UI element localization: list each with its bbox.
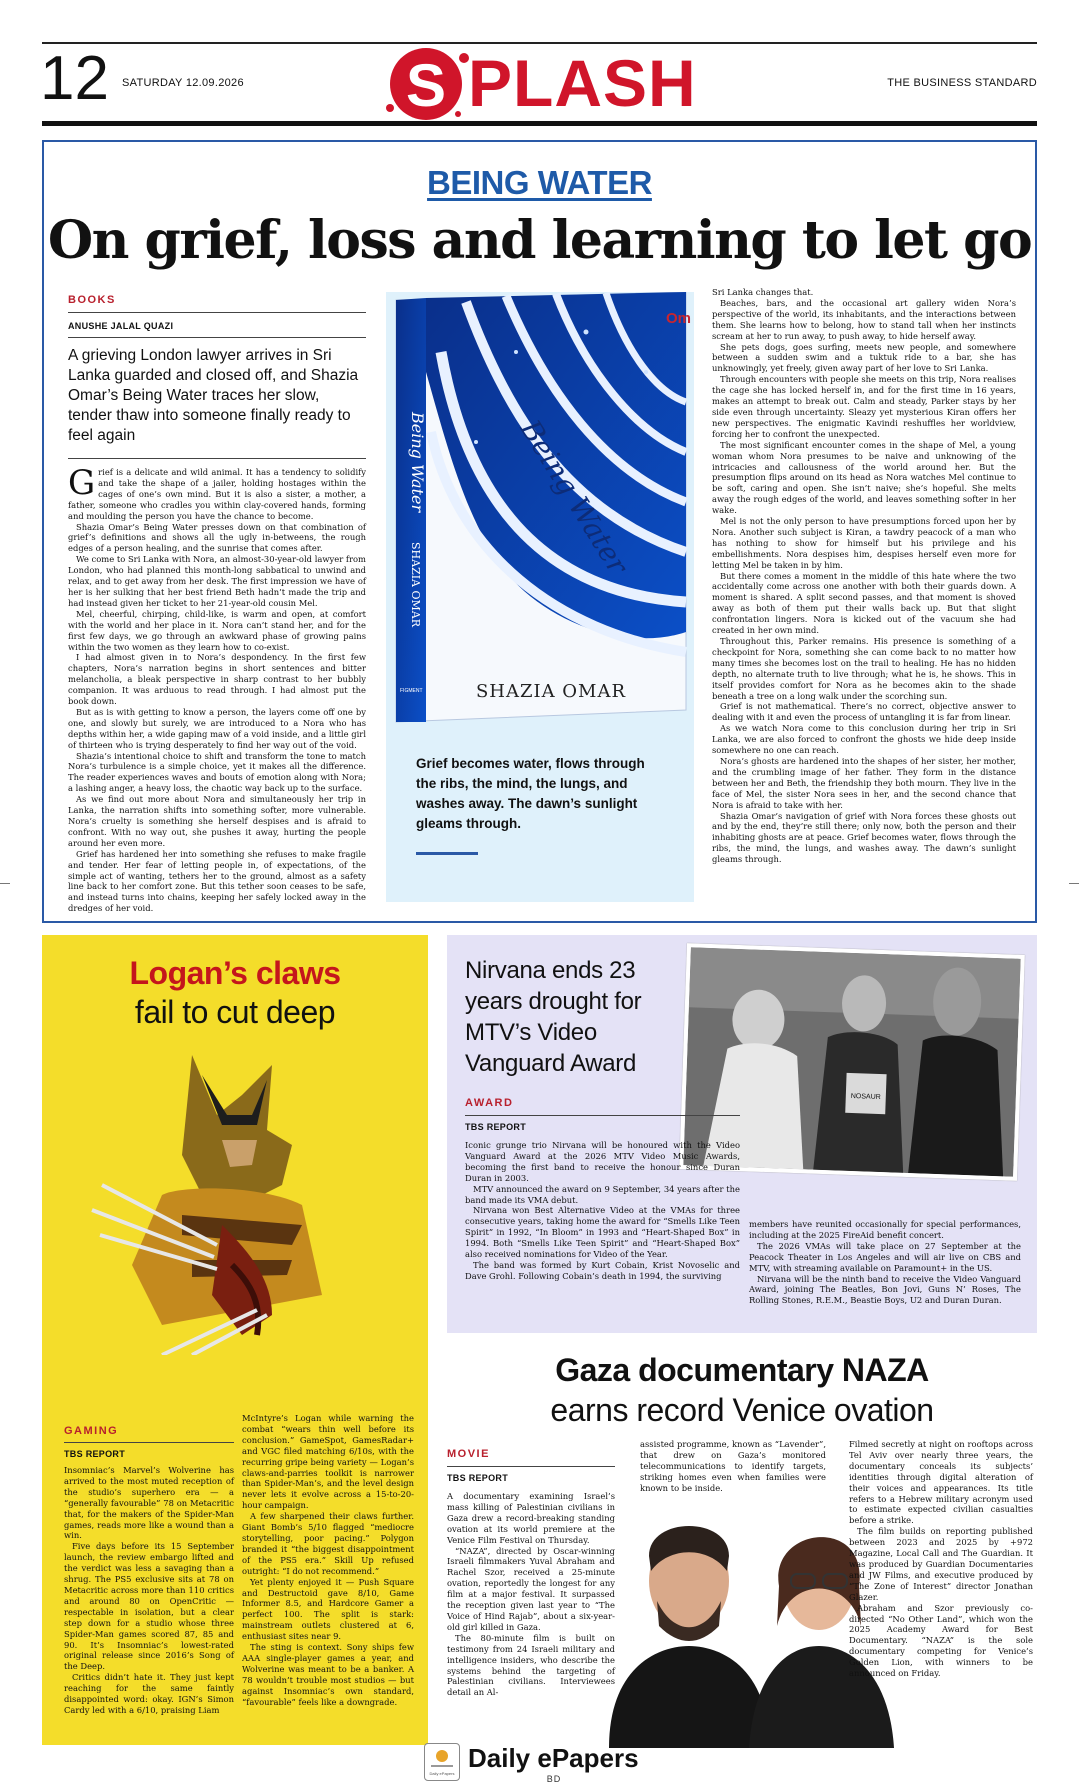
logan-right-column bbox=[242, 1413, 414, 1707]
body-paragraph: assisted programme, known as “Lavender”, that drew on Gaza’s monitored telecommunications to identify targets, striking homes even when families were known to be inside. bbox=[640, 1439, 826, 1493]
body-paragraph: Shazia Omar’s Being Water presses down on that combination of grief’s definitions and shows all the ugly in-betweens, the rough edges of a person healing, and the sunrise that comes after. bbox=[68, 521, 366, 554]
being-water-article bbox=[42, 140, 1037, 923]
body-paragraph: “NAZA”, directed by Oscar-winning Israeli filmmakers Yuval Abraham and Rachel Szor, received a 25-minute ovation, reportedly the longest for any film at a major festival. It surpassed the reception given last year to “The Voice of Hind Rajab”, about a six-year-old girl killed in Gaza. bbox=[447, 1545, 615, 1632]
body-paragraph: As we find out more about Nora and simultaneously her trip in Lanka, the narration shifts into something softer, more vulnerable. Nora’s cruelty is something she herself despises and is afraid to confront. With no way out, she pushes it away, hurting the people around her even more. bbox=[68, 794, 366, 848]
nirvana-article bbox=[447, 935, 1037, 1333]
section-label: GAMING bbox=[64, 1425, 119, 1437]
article-body bbox=[64, 1465, 234, 1716]
badge-text: Daily ePapers bbox=[429, 1771, 455, 1776]
body-paragraph: Nirvana will be the ninth band to receive the Video Vanguard Award, joining The Beatles, Bon Jovi, Guns N’ Roses, The Rolling Stones, R.E.M., Beastie Boys, U2 and Duran Duran. bbox=[749, 1273, 1021, 1306]
book-cover-panel bbox=[386, 292, 694, 902]
body-paragraph: Throughout this, Parker remains. His presence is something of a checkpoint for Nora, something she can come back to no matter how many times she becomes lost on the trail to healing. He has no hidden depth, no alternate truth to live through; what he is, he shows. This in itself provides comfort for Nora as he becomes akin to the shade beneath a tree on a long walk under the scorching sun. bbox=[712, 636, 1016, 701]
being-water-left-column bbox=[68, 294, 366, 914]
body-paragraph: members have reunited occasionally for special performances, including at the 2025 FireAid benefit concert. bbox=[749, 1219, 1021, 1240]
fold-mark-right bbox=[1069, 883, 1079, 884]
section-label: MOVIE bbox=[447, 1448, 490, 1460]
body-paragraph: A documentary examining Israel’s mass killing of Palestinian civilians in Gaza drew a record-breaking standing ovation at its world premiere at the Venice Film Festival on Thursday. bbox=[447, 1491, 615, 1545]
cover-publisher: FIGMENT bbox=[400, 688, 423, 694]
logan-left-column bbox=[64, 1425, 234, 1716]
body-paragraph: I had almost given in to Nora’s despondency. In the first few chapters, Nora’s narration begins in short sentences and bitter melancholia, a bleak perspective in sharp contrast to her bubbly companion. It was arduous to read through. I had almost put the book down. bbox=[68, 652, 366, 707]
body-paragraph: Insomniac’s Marvel’s Wolverine has arrived to the most muted reception of the studio’s superhero era — a “generally favourable” 78 on Metacritic that, for the makers of the Spider-Man games, reads more like a wound than a win. bbox=[64, 1465, 234, 1541]
issue-date: SATURDAY 12.09.2026 bbox=[122, 77, 244, 89]
masthead-bottom-rule bbox=[42, 121, 1037, 126]
divider bbox=[68, 337, 366, 338]
pull-quote-rule bbox=[416, 852, 478, 855]
epapers-country: BD bbox=[546, 1774, 562, 1784]
body-paragraph: Filmed secretly at night on rooftops across Tel Aviv over nearly three years, the documentary conceals its subjects’ identities through digital alteration of their voices and appearances. Its title refers to a Hebrew military acronym used to estimate expected civilian casualties before a strike. bbox=[849, 1439, 1033, 1526]
article-body bbox=[465, 1140, 740, 1282]
body-paragraph: The 2026 VMAs will take place on 27 September at the Peacock Theater in Los Angeles and will air live on CBS and MTV, with streaming available on Paramount+ in the US. bbox=[749, 1240, 1021, 1273]
body-paragraph: The 80-minute film is built on testimony from 24 Israeli military and intelligence insiders, who describe the systems behind the targeting of Palestinian civilians. Interviewees detail an Al- bbox=[447, 1632, 615, 1698]
body-paragraph: Yet plenty enjoyed it — Push Square and Destructoid gave 8/10, Game Informer 8.5, and Hardcore Gamer a perfect 100. The split is stark: mainstream outlets clustered at 6, enthusiast sites near 9. bbox=[242, 1576, 414, 1642]
body-paragraph: MTV announced the award on 9 September, 34 years after the band made its VMA debut. bbox=[465, 1183, 740, 1205]
body-paragraph: Grief is not mathematical. There’s no correct, objective answer to dealing with it and even the process of untangling it is far from linear. bbox=[712, 701, 1016, 723]
nirvana-left-column bbox=[465, 1097, 740, 1282]
body-paragraph: Grief has hardened her into something she refuses to make fragile and tender. Her fear of letting people in, of expectations, of the simple act of wanting, tethers her to the ground, almost as a safety line back to her comfort zone. But this tether soon ceases to be safe, and instead turns into chains, keeping her safely locked away in the dredges of her void. bbox=[68, 848, 366, 914]
wolverine-illustration bbox=[42, 1035, 428, 1355]
article-headline: On grief, loss and learning to let go bbox=[47, 210, 1032, 271]
divider bbox=[465, 1115, 740, 1116]
divider bbox=[64, 1442, 234, 1443]
body-paragraph: Beaches, bars, and the occasional art gallery widen Nora’s perspective of the world, its inhabitants, and the interactions between them. She learns how to belong, how to stand tall when her instincts scream at her to run away, to push away, to hide herself away. bbox=[712, 297, 1016, 341]
book-cover-image bbox=[386, 292, 694, 727]
article-headline: Gaza documentary NAZA bbox=[555, 1352, 929, 1388]
body-paragraph: The film builds on reporting published between 2023 and 2025 by +972 Magazine, Local Call and The Guardian. It was produced by Guardian Documentaries and JW Films, and executive produced by “The Zone of Interest” director Jonathan Glazer. bbox=[849, 1526, 1033, 1602]
body-paragraph: Through encounters with people she meets on this trip, Nora realises the cage she has locked herself in, and for the first time in 16 years, makes an attempt to break out. Calm and steady, Parker stays by her side even through uncertainty. Sleazy yet mysterious Kiran offers her new perspectives. The enigmatic Kavindi reshuffles her worldview, forcing her to confront the unexpected. bbox=[712, 374, 1016, 439]
cover-spine-title: Being Water bbox=[408, 412, 427, 513]
daily-epapers-logo[interactable] bbox=[424, 1741, 684, 1783]
body-paragraph: McIntyre’s Logan while warning the combat “wears thin well before its conclusion.” GameSpot, GamesRadar+ and VGC filed matching 6/10s, with the recurring gripe being variety — Logan’s claws-and-parries toolkit is narrower than Spider-Man’s, and the level design never lets it evolve across a 15-to-20-hour campaign. bbox=[242, 1413, 414, 1511]
page-number: 12 bbox=[40, 44, 109, 113]
logo-letter: S bbox=[405, 52, 447, 119]
body-paragraph: Five days before its 15 September launch, the review embargo lifted and the verdict was less a savaging than a shrug. The PS5 exclusive sits at 78 on Metacritic across more than 110 critics and around 80 on OpenCritic — respectable in isolation, but a clear step down for a studio whose three Spider-Man games scored 87, 85 and 90. It’s Insomniac’s lowest-rated original release since 2016’s Song of the Deep. bbox=[64, 1541, 234, 1672]
publication-name: THE BUSINESS STANDARD bbox=[887, 77, 1037, 89]
body-paragraph: Sri Lanka changes that. bbox=[712, 287, 814, 297]
splash-s-badge-icon bbox=[382, 44, 482, 124]
body-paragraph: Shazia’s intentional choice to shift and transform the tone to match Nora’s turbulence is a simple choice, yet it makes all the difference. The reader experiences waves and bouts of emotion along with Nora; a lashing anger, a heavy loss, the chaotic way back up to the surface. bbox=[68, 750, 366, 794]
byline: TBS REPORT bbox=[64, 1449, 126, 1459]
article-headline: Nirvana ends 23 years drought for MTV’s Video Vanguard Award bbox=[465, 957, 642, 1077]
being-water-right-column bbox=[712, 287, 1016, 865]
body-paragraph: Mel is not the only person to have presumptions forced upon her by Nora. Another such subject is Kiran, a tawdry peacock of a man who has nothing to show for himself but his privilege and his embellishments. Nora despises him, despises herself even more for letting Mel be taken in by him. bbox=[712, 516, 1016, 570]
article-body bbox=[68, 463, 366, 914]
article-subheadline: fail to cut deep bbox=[134, 994, 336, 1030]
byline: TBS REPORT bbox=[447, 1473, 509, 1483]
body-paragraph: She pets dogs, goes surfing, meets new people, and somewhere between a sudden swim and a tuktuk ride to a bar, she has unknowingly, yet freely, given away part of her love to Sri Lanka. bbox=[712, 341, 1016, 374]
cover-spine-author: SHAZIA OMAR bbox=[409, 542, 422, 628]
gaza-article bbox=[447, 1348, 1037, 1748]
nirvana-right-column bbox=[749, 1219, 1021, 1306]
article-deck: A grieving London lawyer arrives in Sri Lanka guarded and closed off, and Shazia Omar’s Being Water traces her slow, tender thaw into someone finally ready to feel again bbox=[68, 347, 359, 444]
body-paragraph: Critics didn’t hate it. They just kept reaching for the same faintly disappointed word: okay. IGN’s Simon Cardy led with a 6/10, praising Liam bbox=[64, 1672, 234, 1715]
pull-quote: Grief becomes water, flows through the ribs, the mind, the lungs, and washes away. The dawn’s sunlight gleams through. bbox=[416, 756, 645, 831]
divider bbox=[447, 1466, 615, 1467]
drop-cap: G bbox=[68, 463, 96, 503]
body-paragraph: But there comes a moment in the middle of this hate where the two accidentally come across one another with both their guards down. A moment is shared. A split second passes, and that moment is shoved away as both of them put their walls back up. But that slight confrontation lingers. Nora is kicked out of the vacuum she had created in her own mind. bbox=[712, 570, 1016, 636]
byline: ANUSHE JALAL QUAZI bbox=[68, 321, 174, 331]
gaza-column-3 bbox=[849, 1439, 1033, 1679]
body-paragraph: The sting is context. Sony ships few AAA single-player games a year, and Wolverine was meant to be a banker. A 78 wouldn’t trouble most studios — but against Insomniac’s own standard, “favourable” feels like a downgrade. bbox=[242, 1642, 414, 1707]
gaza-column-1 bbox=[447, 1448, 615, 1698]
section-label: AWARD bbox=[465, 1097, 514, 1109]
cover-title: Being Water bbox=[513, 413, 635, 581]
body-paragraph: Nora’s ghosts are hardened into the shapes of her sister, her mother, and the crumbling image of her father. They form in the distance between her and Beth, the friendship they both mourn. They live in the face of Mel, the sister Nora sees in her, and the second chance that Nora is afraid to take with her. bbox=[712, 755, 1016, 810]
logan-article bbox=[42, 935, 428, 1745]
article-kicker: BEING WATER bbox=[427, 164, 652, 201]
splash-logo bbox=[382, 44, 702, 118]
body-paragraph: A few sharpened their claws further. Giant Bomb’s 5/10 flagged “mediocre storytelling, poor pacing.” Polygon branded it “the biggest disappointment of the PS5 era.” Skill Up refused outright: “I do not recommend.” bbox=[242, 1511, 414, 1576]
body-paragraph: Mel, cheerful, chirping, child-like, is warm and open, at comfort with the world and her place in it. Nora can’t stand her, and for the first few days, we go through an awkward phase of growing pains within the two women as they learn how to co-exist. bbox=[68, 608, 366, 652]
article-subheadline: earns record Venice ovation bbox=[550, 1392, 934, 1428]
article-headline: Logan’s claws bbox=[129, 955, 341, 991]
body-paragraph: The most significant encounter comes in the shape of Mel, a young woman whom Nora presumes to be naive and unknowing of the intricacies and callousness of the world around her. But the presumption flips around on its head as Nora watches Mel continue to be soft, caring and open. She isn’t naive; she’s hopeful. She melts away the rough edges of the world, and leaves something softer in her wake. bbox=[712, 439, 1016, 516]
gaza-column-2 bbox=[640, 1439, 826, 1494]
body-paragraph: We come to Sri Lanka with Nora, an almost-30-year-old lawyer from London, who had planned this month-long sabbatical to unwind and relax, and to get away from her desk. The first impression we have of her is her sulking that her best friend Beth hadn’t made the trip and had instead given her ticket to her 21-year-old cousin Mel. bbox=[68, 554, 366, 608]
author-tag: Om bbox=[666, 310, 692, 327]
body-paragraph: Nirvana won Best Alternative Video at the VMAs for three consecutive years, taking home the award for “Smells Like Teen Spirit” in 1992, “In Bloom” in 1993 and “Heart-Shaped Box” in 1994. Both “Smells Like Teen Spirit” and “Heart-Shaped Box” also received nominations for Video of the Year. bbox=[465, 1205, 740, 1260]
article-body bbox=[447, 1491, 615, 1698]
body-paragraph: As we watch Nora come to this conclusion during her trip in Sri Lanka, we are also forced to confront the ghosts we hide deep inside somewhere no one can reach. bbox=[712, 723, 1016, 756]
body-paragraph: Iconic grunge trio Nirvana will be honoured with the Video Vanguard Award at the 2026 MTV Video Music Awards, becoming the first band to receive the honour since Duran Duran in 2003. bbox=[465, 1140, 740, 1183]
body-paragraph: Shazia Omar’s navigation of grief with Nora forces these ghosts out and by the end, they’re still there; only now, both the person and their inhabiting ghosts are at peace. Grief becomes water, flows through the ribs, the mind, the lungs, and washes away. The dawn’s sunlight gleams through. bbox=[712, 810, 1016, 865]
divider bbox=[68, 312, 366, 313]
section-label: BOOKS bbox=[68, 294, 116, 306]
body-paragraph: Abraham and Szor previously co-directed “No Other Land”, which won the 2025 Academy Award for Best Documentary. “NAZA” is the sole documentary competing for Venice’s Golden Lion, with winners to be announced on Friday. bbox=[849, 1602, 1033, 1679]
body-paragraph: The band was formed by Kurt Cobain, Krist Novoselic and Dave Grohl. Following Cobain’s death in 1994, the surviving bbox=[465, 1259, 740, 1281]
cover-author: SHAZIA OMAR bbox=[475, 681, 627, 702]
body-paragraph: But as is with getting to know a person, the layers come off one by one, and slowly but surely, we are introduced to a Nora who has depths within her, a wide gaping maw of a void inside, and a little girl of thirteen who is trying desperately to find her way out of the void. bbox=[68, 706, 366, 750]
fold-mark-left bbox=[0, 883, 10, 884]
shirt-print: NOSAUR bbox=[850, 1092, 881, 1102]
logo-word: PLASH bbox=[468, 46, 697, 120]
epapers-text: Daily ePapers bbox=[468, 1743, 639, 1773]
byline: TBS REPORT bbox=[465, 1122, 527, 1132]
divider bbox=[68, 458, 366, 459]
body-paragraph: Grief is a delicate and wild animal. It has a tendency to solidify and take the shape of a jailer, holding hostages within the cages of one’s own mind. But it is also a sister, a mother, a father, someone who cradles you within clay-covered hands, forming and moulding the person you have the chance to become. bbox=[68, 463, 366, 521]
